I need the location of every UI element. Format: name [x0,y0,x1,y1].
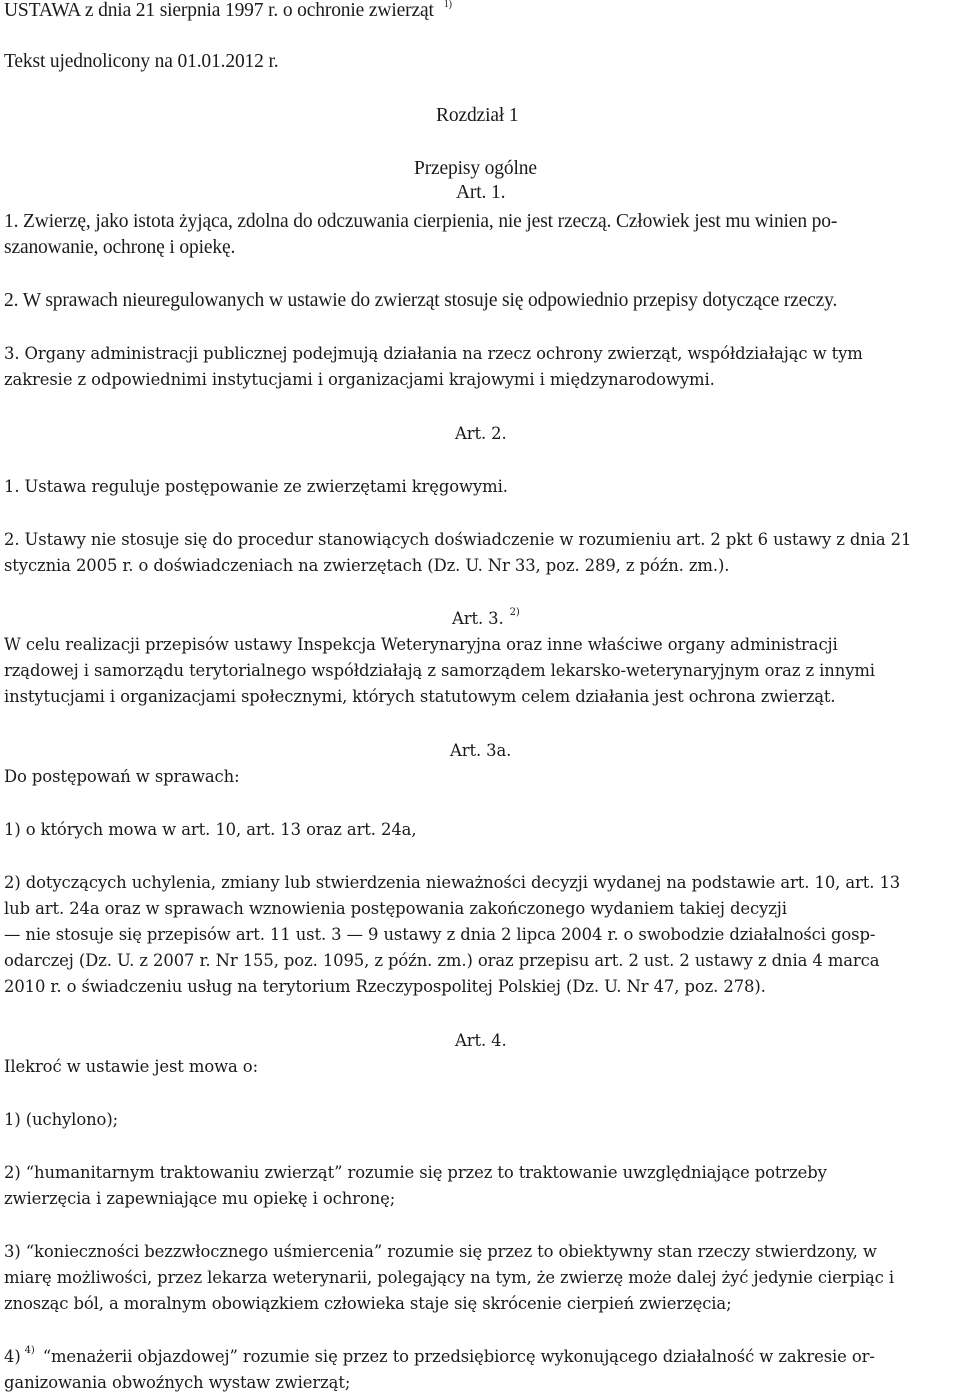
chapter-label: Rozdział 1 [436,105,519,126]
article-3a-item-2-line-3: — nie stosuje się przepisów art. 11 ust. 3 — 9 ustawy z dnia 2 lipca 2004 r. o swobodzie działalności gosp- [4,925,876,944]
article-4-item-2-line-2: zwierzęcia i zapewniające mu opiekę i ochronę; [4,1189,396,1208]
article-1-paragraph-1-line-2: szanowanie, ochronę i opiekę. [4,237,236,258]
article-3-line-1: W celu realizacji przepisów ustawy Inspekcja Weterynaryjna oraz inne właściwe organy administracji [4,635,838,654]
consolidated-text-date: Tekst ujednolicony na 01.01.2012 r. [4,51,279,72]
article-3a-item-1: 1) o których mowa w art. 10, art. 13 oraz art. 24a, [4,820,417,839]
article-4-item-1: 1) (uchylono); [4,1110,119,1129]
article-3a-item-2-line-5: 2010 r. o świadczeniu usług na terytorium Rzeczypospolitej Polskiej (Dz. U. Nr 47, poz. 278). [4,977,766,996]
article-3-heading: Art. 3. $^{2)}$ [452,607,520,628]
chapter-name: Przepisy ogólne [414,158,537,179]
article-1-heading: Art. 1. [456,182,506,203]
footnote-ref: 2) [509,607,520,618]
article-1-paragraph-3-line-2: zakresie z odpowiednimi instytucjami i organizacjami krajowymi i międzynarodowymi. [4,370,715,389]
article-1-paragraph-2: 2. W sprawach nieuregulowanych w ustawie do zwierząt stosuje się odpowiednio przepisy dotyczące rzeczy. [4,290,838,311]
footnote-ref: 1) [443,0,452,10]
article-4-intro: Ilekroć w ustawie jest mowa o: [4,1057,258,1076]
article-3-line-3: instytucjami i organizacjami społecznymi, których statutowym celem działania jest ochrona zwierząt. [4,687,836,706]
article-1-paragraph-3-line-1: 3. Organy administracji publicznej podejmują działania na rzecz ochrony zwierząt, współdziałając w tym [4,344,863,363]
article-4-item-3-line-1: 3) “konieczności bezzwłocznego uśmiercenia” rozumie się przez to obiektywny stan rzeczy stwierdzony, w [4,1242,877,1261]
article-3a-heading: Art. 3a. [450,741,512,760]
article-3-line-2: rządowej i samorządu terytorialnego współdziałają z samorządem lekarsko-weterynaryjnym oraz z innymi [4,661,875,680]
footnote-ref: 4) [24,1345,35,1356]
article-4-heading: Art. 4. [455,1031,507,1050]
article-4-item-4-line-2: ganizowania obwoźnych wystaw zwierząt; [4,1373,351,1392]
article-3a-intro: Do postępowań w sprawach: [4,767,240,786]
article-3a-item-2-line-1: 2) dotyczących uchylenia, zmiany lub stwierdzenia nieważności decyzji wydanej na podstawie art. 10, art. 13 [4,873,901,892]
document-title: USTAWA z dnia 21 sierpnia 1997 r. o ochronie zwierząt $^{1)}$ [4,0,452,21]
article-2-paragraph-2-line-2: stycznia 2005 r. o doświadczeniach na zwierzętach (Dz. U. Nr 33, poz. 289, z późn. zm.). [4,556,730,575]
article-4-item-3-line-2: miarę możliwości, przez lekarza weterynarii, polegający na tym, że zwierzę może dalej żyć jedynie cierpiąc i [4,1268,894,1287]
article-4-item-2-line-1: 2) “humanitarnym traktowaniu zwierząt” rozumie się przez to traktowanie uwzględniające potrzeby [4,1163,827,1182]
article-1-paragraph-1-line-1: 1. Zwierzę, jako istota żyjąca, zdolna do odczuwania cierpienia, nie jest rzeczą. Człowiek jest mu winien po- [4,211,838,232]
article-4-item-4-line-1: 4) $^{4)}$ “menażerii objazdowej” rozumie się przez to przedsiębiorcę wykonującego działalność w zakresie or- [4,1345,875,1366]
article-2-heading: Art. 2. [455,424,507,443]
article-2-paragraph-2-line-1: 2. Ustawy nie stosuje się do procedur stanowiących doświadczenie w rozumieniu art. 2 pkt 6 ustawy z dnia 21 [4,530,912,549]
article-3a-item-2-line-4: odarczej (Dz. U. z 2007 r. Nr 155, poz. 1095, z późn. zm.) oraz przepisu art. 2 ust. 2 ustawy z dnia 4 marca [4,951,880,970]
article-2-paragraph-1: 1. Ustawa reguluje postępowanie ze zwierzętami kręgowymi. [4,477,508,496]
article-4-item-3-line-3: znosząc ból, a moralnym obowiązkiem człowieka staje się skrócenie cierpień zwierzęcia; [4,1294,732,1313]
article-3a-item-2-line-2: lub art. 24a oraz w sprawach wznowienia postępowania zakończonego wydaniem takiej decyzji [4,899,787,918]
